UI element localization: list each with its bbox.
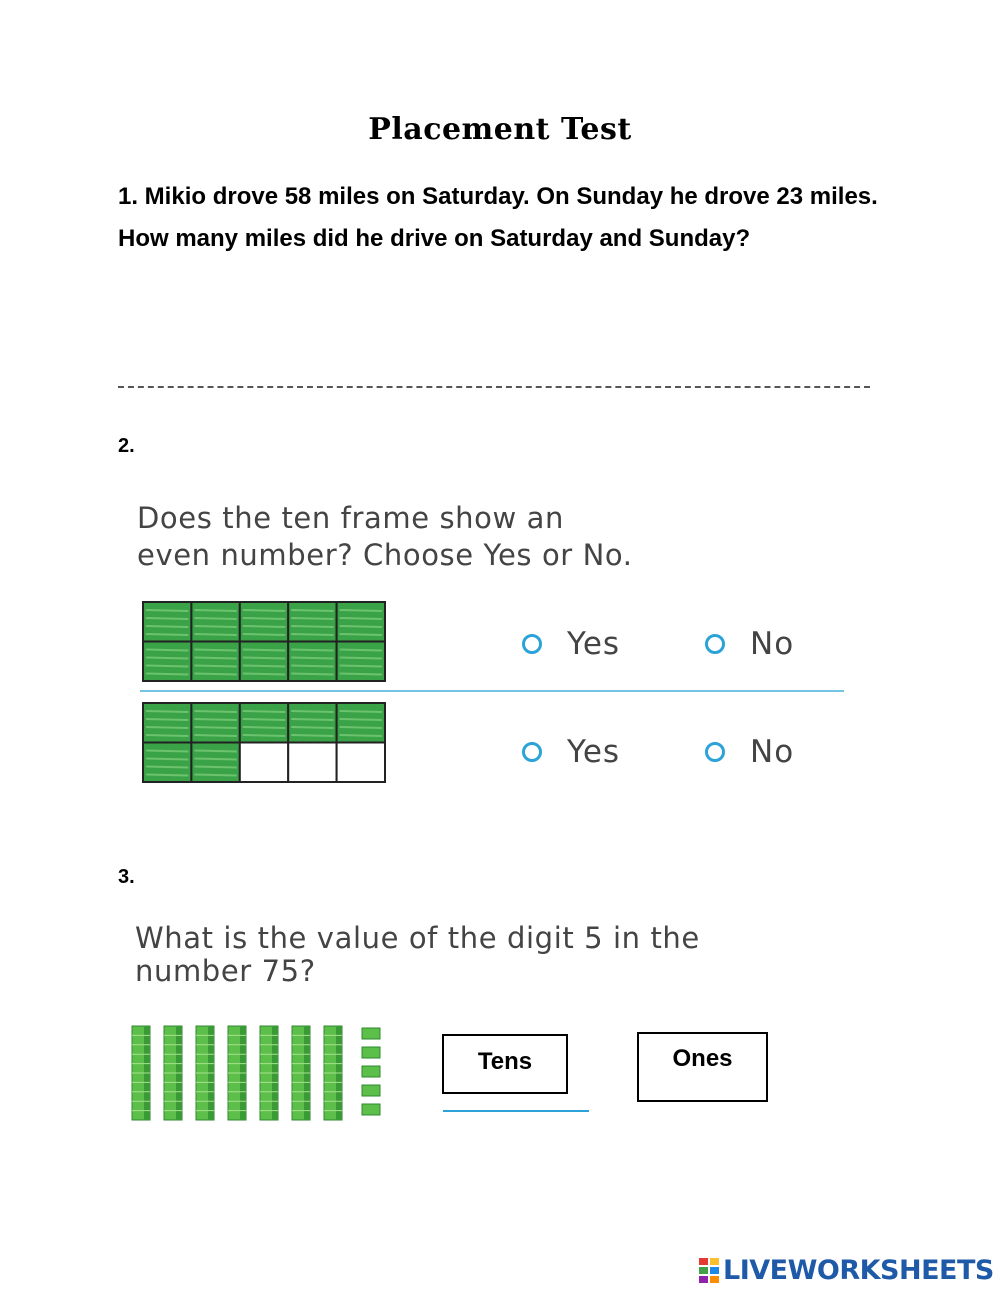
frame-2-yes-label: Yes — [567, 734, 621, 770]
empty-cell — [288, 743, 336, 783]
cell-texture — [291, 735, 333, 736]
cell-texture — [291, 727, 333, 728]
cell-texture — [194, 767, 236, 768]
ones-cube — [362, 1028, 380, 1039]
cell-texture — [146, 610, 188, 611]
cell-texture — [194, 719, 236, 720]
frame-2-no-label: No — [750, 734, 795, 770]
cell-texture — [340, 626, 382, 627]
cell-texture — [194, 650, 236, 651]
ten-frame-1 — [142, 601, 385, 681]
cell-texture — [291, 711, 333, 712]
question-3-prompt — [135, 922, 700, 988]
frame-1-yes-option[interactable] — [522, 626, 620, 662]
cell-texture — [340, 735, 382, 736]
cell-texture — [194, 618, 236, 619]
question-2-separator — [140, 690, 844, 692]
empty-cell — [240, 743, 288, 783]
cell-texture — [340, 610, 382, 611]
cell-texture — [146, 751, 188, 752]
cell-texture — [340, 618, 382, 619]
question-1-text: 1. Mikio drove 58 miles on Saturday. On Sunday he drove 23 miles. How many miles did he drive on Saturday and Sunday? — [118, 183, 878, 252]
answer-underline — [443, 1110, 589, 1112]
liveworksheets-logo — [698, 1255, 994, 1286]
cell-texture — [291, 610, 333, 611]
cell-texture — [146, 666, 188, 667]
cell-texture — [243, 634, 285, 635]
liveworksheets-logo-icon — [698, 1257, 720, 1285]
cell-texture — [291, 674, 333, 675]
cell-texture — [291, 719, 333, 720]
cell-texture — [291, 626, 333, 627]
cell-texture — [146, 735, 188, 736]
question-2-prompt-line2: even number? Choose Yes or No. — [137, 538, 633, 572]
ten-frame-2 — [142, 702, 385, 782]
cell-texture — [340, 658, 382, 659]
dashed-divider — [118, 386, 870, 388]
ones-cube — [362, 1047, 380, 1058]
question-3-prompt-line2: number 75? — [135, 954, 316, 988]
ones-cube — [362, 1066, 380, 1077]
cell-texture — [291, 650, 333, 651]
frame-1-no-option[interactable] — [705, 626, 794, 662]
cell-texture — [194, 626, 236, 627]
question-2-prompt-line1: Does the ten frame show an — [137, 501, 564, 535]
cell-texture — [194, 674, 236, 675]
cell-texture — [340, 674, 382, 675]
cell-texture — [194, 634, 236, 635]
page-title: Placement Test — [368, 112, 632, 147]
cell-texture — [243, 674, 285, 675]
ones-box[interactable]: Ones — [637, 1032, 768, 1102]
frame-2-yes-option[interactable] — [522, 734, 620, 770]
cell-texture — [146, 775, 188, 776]
cell-texture — [243, 610, 285, 611]
frame-2-no-option[interactable] — [705, 734, 794, 770]
cell-texture — [146, 711, 188, 712]
frame-2-yes-radio[interactable] — [522, 742, 542, 762]
cell-texture — [146, 626, 188, 627]
frame-2-no-radio[interactable] — [705, 742, 725, 762]
ten-frame-2-grid — [142, 702, 386, 783]
frame-1-yes-label: Yes — [567, 626, 621, 662]
cell-texture — [146, 719, 188, 720]
cell-texture — [146, 634, 188, 635]
cell-texture — [194, 658, 236, 659]
cell-texture — [340, 727, 382, 728]
ones-cube — [362, 1104, 380, 1115]
cell-texture — [340, 711, 382, 712]
frame-1-no-label: No — [750, 626, 795, 662]
cell-texture — [194, 775, 236, 776]
cell-texture — [243, 711, 285, 712]
cell-texture — [194, 727, 236, 728]
base-ten-blocks — [128, 1022, 388, 1126]
cell-texture — [243, 666, 285, 667]
cell-texture — [340, 666, 382, 667]
cell-texture — [146, 767, 188, 768]
cell-texture — [243, 727, 285, 728]
cell-texture — [340, 634, 382, 635]
liveworksheets-logo-text: LIVEWORKSHEETS — [723, 1255, 994, 1286]
cell-texture — [194, 751, 236, 752]
cell-texture — [146, 650, 188, 651]
empty-cell — [337, 743, 385, 783]
cell-texture — [146, 727, 188, 728]
cell-texture — [194, 610, 236, 611]
cell-texture — [243, 735, 285, 736]
cell-texture — [340, 719, 382, 720]
question-3-prompt-line1: What is the value of the digit 5 in the — [135, 921, 700, 955]
cell-texture — [194, 666, 236, 667]
cell-texture — [146, 759, 188, 760]
cell-texture — [243, 626, 285, 627]
question-2-prompt — [137, 500, 633, 574]
cell-texture — [291, 634, 333, 635]
cell-texture — [340, 650, 382, 651]
cell-texture — [194, 759, 236, 760]
ten-frame-1-grid — [142, 601, 386, 682]
cell-texture — [146, 658, 188, 659]
cell-texture — [243, 618, 285, 619]
cell-texture — [194, 711, 236, 712]
cell-texture — [243, 719, 285, 720]
ones-cube — [362, 1085, 380, 1096]
cell-texture — [243, 650, 285, 651]
frame-1-yes-radio[interactable] — [522, 634, 542, 654]
question-2-number: 2. — [118, 435, 135, 457]
cell-texture — [146, 618, 188, 619]
cell-texture — [194, 735, 236, 736]
cell-texture — [291, 618, 333, 619]
cell-texture — [291, 658, 333, 659]
cell-texture — [146, 674, 188, 675]
cell-texture — [291, 666, 333, 667]
frame-1-no-radio[interactable] — [705, 634, 725, 654]
cell-texture — [243, 658, 285, 659]
tens-box[interactable]: Tens — [442, 1034, 568, 1094]
question-3-number: 3. — [118, 866, 135, 888]
